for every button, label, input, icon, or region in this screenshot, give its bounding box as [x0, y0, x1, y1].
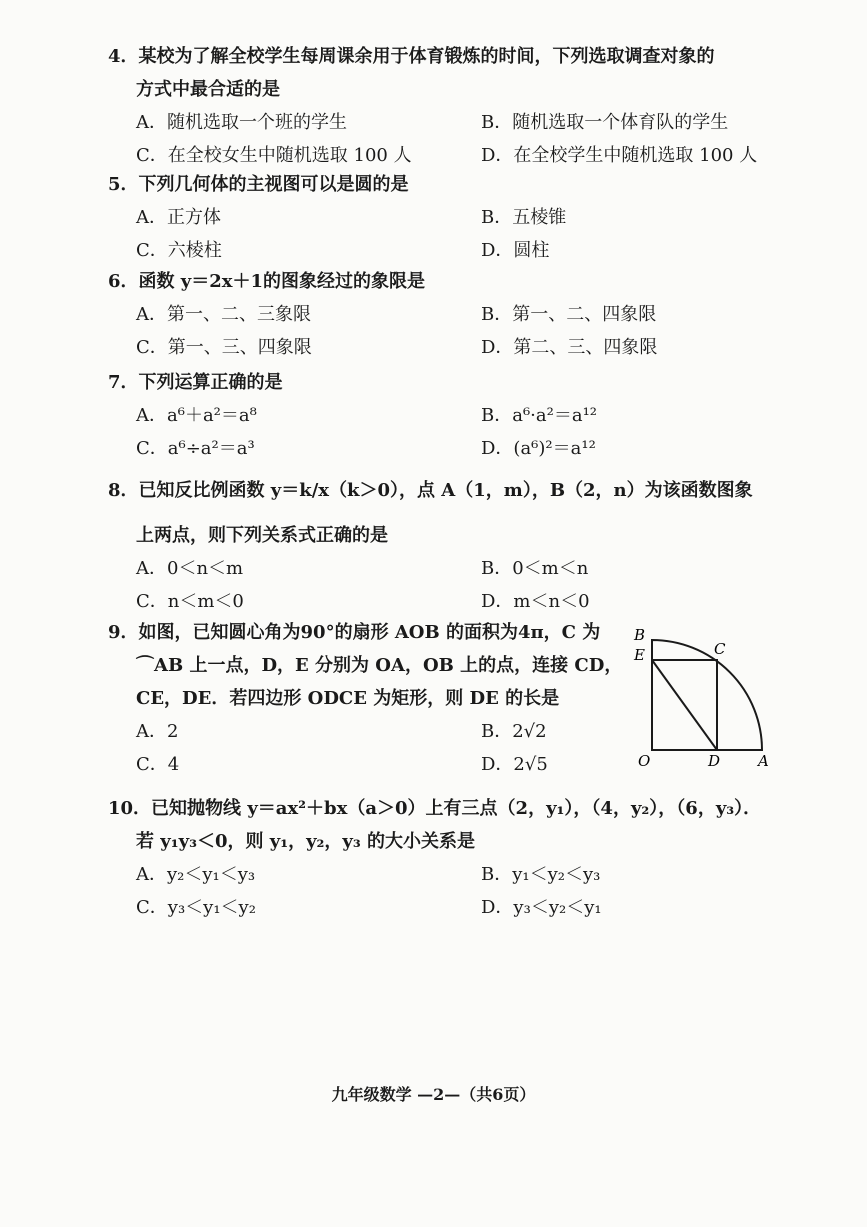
option-b: B．五棱锥 [481, 207, 567, 228]
question-stem: 9．如图，已知圆心角为90°的扇形 AOB 的面积为4π，C 为 [108, 622, 601, 643]
question-stem: 7．下列运算正确的是 [108, 372, 283, 393]
options [108, 298, 788, 364]
question-7 [108, 366, 788, 465]
option-a: A．第一、二、三象限 [136, 304, 311, 325]
option-b: B．a⁶·a²＝a¹² [481, 405, 598, 426]
page-footer: 九年级数学 —2—（共6页） [331, 1085, 536, 1104]
option-a: A．2 [136, 721, 179, 742]
option-a: A．0＜n＜m [136, 558, 244, 579]
question-10 [108, 792, 788, 924]
option-c: C．4 [136, 754, 180, 775]
label-o: O [638, 752, 651, 770]
label-b: B [634, 626, 646, 644]
question-stem-cont2: CE，DE．若四边形 ODCE 为矩形，则 DE 的长是 [136, 688, 560, 709]
option-d: D．圆柱 [481, 240, 550, 261]
sector-diagram [628, 626, 778, 774]
options [108, 552, 788, 618]
question-stem: 8．已知反比例函数 y＝k/x（k＞0），点 A（1，m），B（2，n）为该函数图象 [108, 480, 753, 501]
options [108, 858, 788, 924]
question-stem-cont: 上两点，则下列关系式正确的是 [136, 525, 388, 546]
question-stem: 10．已知抛物线 y＝ax²＋bx（a＞0）上有三点（2，y₁），（4，y₂），（6，y₃）． [108, 798, 762, 819]
option-d: D．(a⁶)²＝a¹² [481, 438, 596, 459]
option-b: B．随机选取一个体育队的学生 [481, 112, 729, 133]
question-6 [108, 265, 788, 364]
question-stem: 6．函数 y＝2x＋1的图象经过的象限是 [108, 271, 426, 292]
option-d: D．m＜n＜0 [481, 591, 590, 612]
option-a: A．a⁶＋a²＝a⁸ [136, 405, 257, 426]
option-a: A．y₂＜y₁＜y₃ [136, 864, 256, 885]
option-b: B．第一、二、四象限 [481, 304, 657, 325]
option-c: C．y₃＜y₁＜y₂ [136, 897, 256, 918]
option-b: B．0＜m＜n [481, 558, 589, 579]
question-stem-cont: 方式中最合适的是 [136, 79, 280, 100]
sector-figure [628, 626, 778, 774]
question-stem-cont: 若 y₁y₃＜0，则 y₁，y₂，y₃ 的大小关系是 [136, 831, 476, 852]
option-d: D．在全校学生中随机选取 100 人 [481, 145, 758, 166]
option-d: D．y₃＜y₂＜y₁ [481, 897, 602, 918]
question-4 [108, 40, 788, 172]
option-c: C．六棱柱 [136, 240, 222, 261]
options [108, 106, 788, 172]
option-b: B．2√2 [481, 721, 547, 742]
option-a: A．正方体 [136, 207, 221, 228]
options [108, 201, 788, 267]
label-c: C [714, 640, 726, 658]
question-stem: 4．某校为了解全校学生每周课余用于体育锻炼的时间，下列选取调查对象的 [108, 46, 715, 67]
question-stem-cont: ⌒AB 上一点，D，E 分别为 OA，OB 上的点，连接 CD， [136, 655, 623, 676]
label-e: E [634, 646, 645, 664]
label-a: A [758, 752, 769, 770]
label-d: D [708, 752, 721, 770]
question-5 [108, 168, 788, 267]
option-d: D．第二、三、四象限 [481, 337, 658, 358]
option-c: C．第一、三、四象限 [136, 337, 312, 358]
question-8 [108, 474, 788, 618]
option-a: A．随机选取一个班的学生 [136, 112, 347, 133]
option-c: C．a⁶÷a²＝a³ [136, 438, 255, 459]
segment-de [652, 660, 717, 750]
option-c: C．在全校女生中随机选取 100 人 [136, 145, 412, 166]
option-c: C．n＜m＜0 [136, 591, 244, 612]
option-b: B．y₁＜y₂＜y₃ [481, 864, 601, 885]
sector-outline [652, 640, 762, 750]
options [108, 399, 788, 465]
question-stem: 5．下列几何体的主视图可以是圆的是 [108, 174, 409, 195]
option-d: D．2√5 [481, 754, 548, 775]
